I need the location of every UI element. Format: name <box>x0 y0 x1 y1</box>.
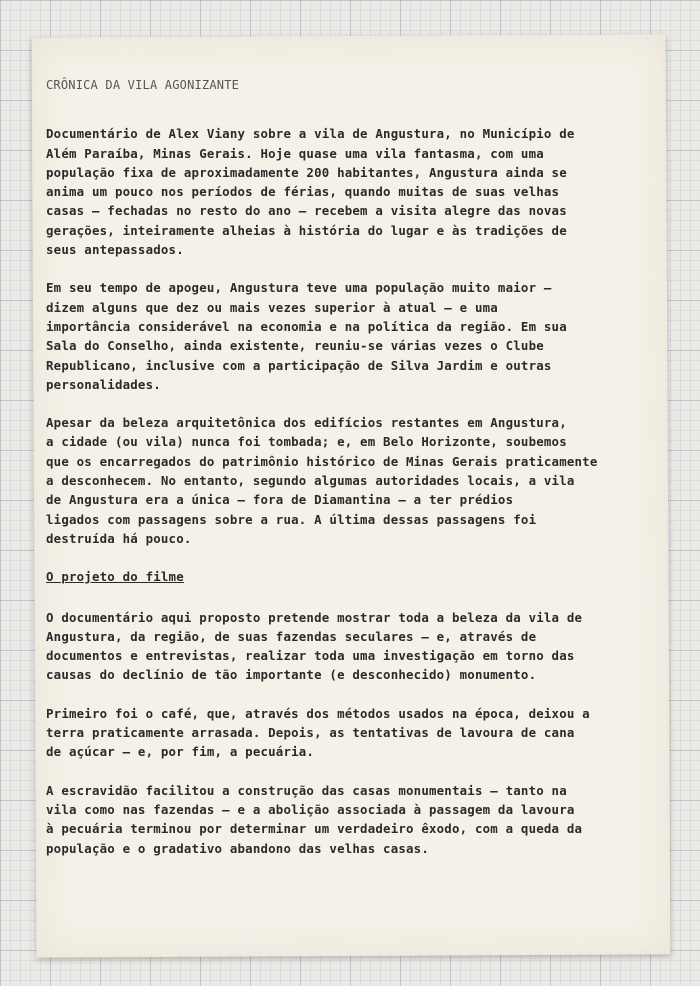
text-line: casas — fechadas no resto do ano — recebem a visita alegre das novas <box>46 203 567 219</box>
text-line: vila como nas fazendas — e a abolição associada à passagem da lavoura <box>46 801 575 817</box>
paragraph-1 <box>46 124 606 259</box>
text-line: Apesar da beleza arquitetônica dos edifícios restantes em Angustura, <box>46 415 567 431</box>
text-line: Republicano, inclusive com a participação de Silva Jardim e outras <box>46 357 552 373</box>
document-body <box>46 76 606 877</box>
text-line: O documentário aqui proposto pretende mostrar toda a beleza da vila de <box>46 609 583 625</box>
text-line: de açúcar — e, por fim, a pecuária. <box>46 744 315 760</box>
text-line: população e o gradativo abandono das velhas casas. <box>46 840 429 856</box>
text-line: importância considerável na economia e na política da região. Em sua <box>46 318 567 334</box>
text-line: Além Paraíba, Minas Gerais. Hoje quase uma vila fantasma, com uma <box>46 145 544 161</box>
text-line: Documentário de Alex Viany sobre a vila de Angustura, no Município de <box>46 126 575 142</box>
text-line: população fixa de aproximadamente 200 habitantes, Angustura ainda se <box>46 164 567 180</box>
text-line: anima um pouco nos períodos de férias, quando muitas de suas velhas <box>46 184 560 200</box>
text-line: a cidade (ou vila) nunca foi tombada; e, em Belo Horizonte, soubemos <box>46 434 567 450</box>
text-line: causas do declínio de tão importante (e desconhecido) monumento. <box>46 667 537 683</box>
text-line: Primeiro foi o café, que, através dos métodos usados na época, deixou a <box>46 705 590 721</box>
text-line: A escravidão facilitou a construção das casas monumentais — tanto na <box>46 782 567 798</box>
text-line: Sala do Conselho, ainda existente, reuniu-se várias vezes o Clube <box>46 338 544 354</box>
text-line: personalidades. <box>46 376 161 392</box>
text-line: seus antepassados. <box>46 242 184 258</box>
text-line: ligados com passagens sobre a rua. A última dessas passagens foi <box>46 511 537 527</box>
text-line: destruída há pouco. <box>46 530 192 546</box>
paragraph-5 <box>46 704 606 762</box>
text-line: documentos e entrevistas, realizar toda uma investigação em torno das <box>46 648 575 664</box>
text-line: terra praticamente arrasada. Depois, as tentativas de lavoura de cana <box>46 725 575 741</box>
document-title: CRÔNICA DA VILA AGONIZANTE <box>46 78 240 92</box>
text-line: de Angustura era a única — fora de Diamantina — a ter prédios <box>46 492 514 508</box>
paragraph-4 <box>46 608 606 685</box>
text-line: gerações, inteiramente alheias à história do lugar e às tradições de <box>46 222 567 238</box>
paragraph-2 <box>46 278 606 394</box>
paragraph-6 <box>46 781 606 858</box>
text-line: Angustura, da região, de suas fazendas seculares — e, através de <box>46 628 537 644</box>
text-line: à pecuária terminou por determinar um verdadeiro êxodo, com a queda da <box>46 821 583 837</box>
section-heading: O projeto do filme <box>46 569 184 585</box>
text-line: a desconhecem. No entanto, segundo algumas autoridades locais, a vila <box>46 473 575 489</box>
text-line: dizem alguns que dez ou mais vezes superior à atual — e uma <box>46 299 498 315</box>
paragraph-3 <box>46 413 606 548</box>
text-line: Em seu tempo de apogeu, Angustura teve uma população muito maior — <box>46 280 552 296</box>
text-line: que os encarregados do patrimônio histórico de Minas Gerais praticamente <box>46 453 598 469</box>
